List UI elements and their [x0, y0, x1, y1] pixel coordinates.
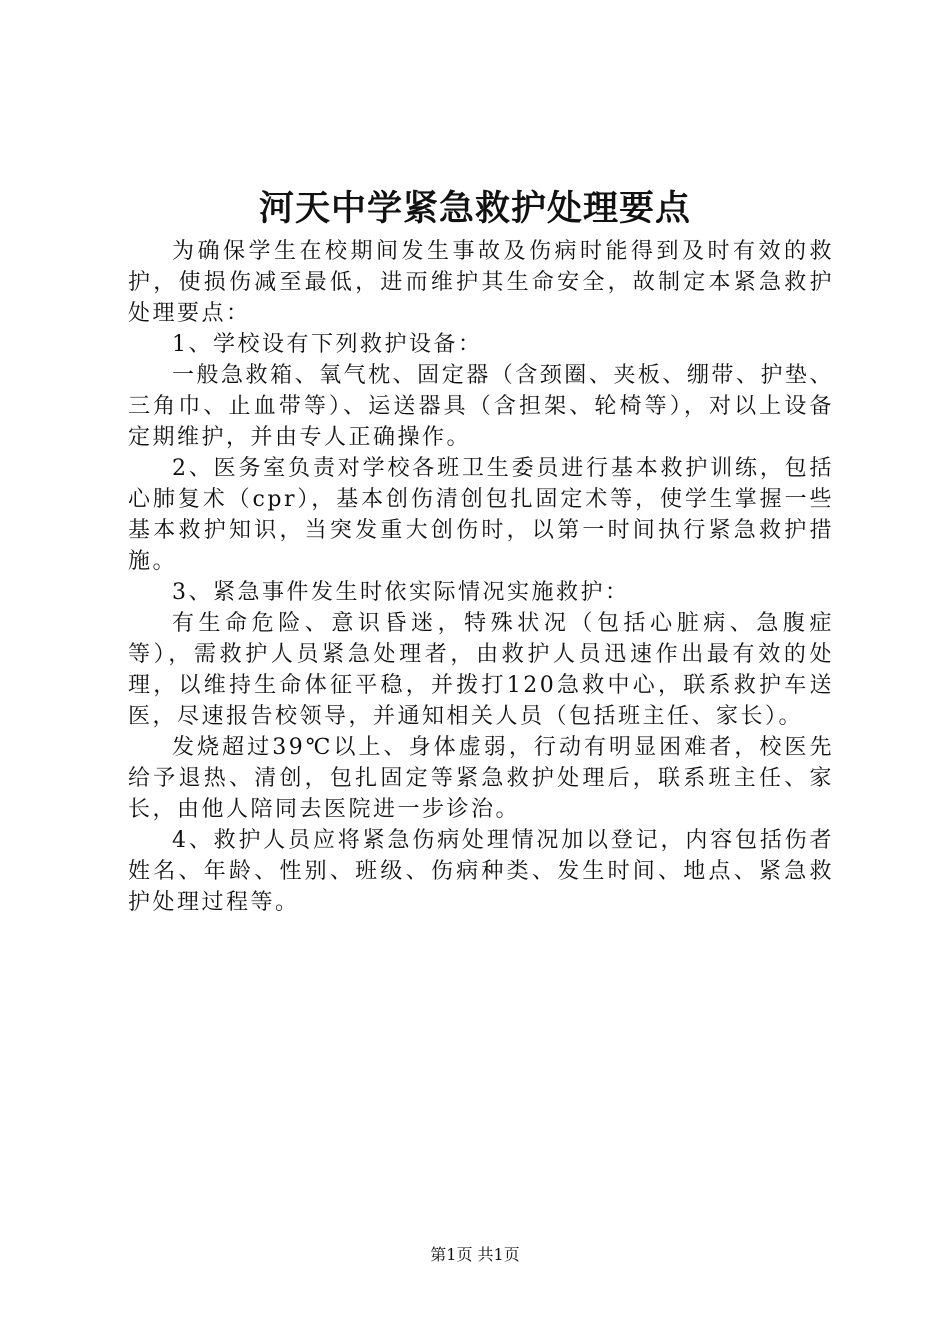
paragraph-item-2: 2、医务室负责对学校各班卫生委员进行基本救护训练，包括心肺复术（cpr），基本创伤清创包扎固定术等，使学生掌握一些基本救护知识，当突发重大创伤时，以第一时间执行紧急救护措施。 — [128, 456, 834, 574]
document-body — [128, 236, 834, 918]
document-title: 河天中学紧急救护处理要点 — [258, 188, 691, 229]
paragraph-item-1-heading: 1、学校设有下列救护设备： — [172, 332, 483, 357]
paragraph-life-threatening: 有生命危险、意识昏迷，特殊状况（包括心脏病、急腹症等），需救护人员紧急处理者，由救护人员迅速作出最有效的处理，以维持生命体征平稳，并拨打120急救中心，联系救护车送医，尽速报告校领导，并通知相关人员（包括班主任、家长）。 — [128, 611, 834, 729]
paragraph-item-3-heading: 3、紧急事件发生时依实际情况实施救护： — [172, 580, 630, 605]
paragraph-item-4: 4、救护人员应将紧急伤病处理情况加以登记，内容包括伤者姓名、年龄、性别、班级、伤病种类、发生时间、地点、紧急救护处理过程等。 — [128, 828, 834, 915]
paragraph-equipment-list: 一般急救箱、氧气枕、固定器（含颈圈、夹板、绷带、护垫、三角巾、止血带等）、运送器具（含担架、轮椅等），对以上设备定期维护，并由专人正确操作。 — [128, 363, 834, 450]
page-footer: 第1页 共1页 — [430, 1245, 520, 1264]
paragraph-fever: 发烧超过39℃以上、身体虚弱，行动有明显困难者，校医先给予退热、清创，包扎固定等紧急救护处理后，联系班主任、家长，由他人陪同去医院进一步诊治。 — [128, 735, 834, 822]
paragraph-intro: 为确保学生在校期间发生事故及伤病时能得到及时有效的救护，使损伤减至最低，进而维护其生命安全，故制定本紧急救护处理要点： — [128, 239, 834, 326]
